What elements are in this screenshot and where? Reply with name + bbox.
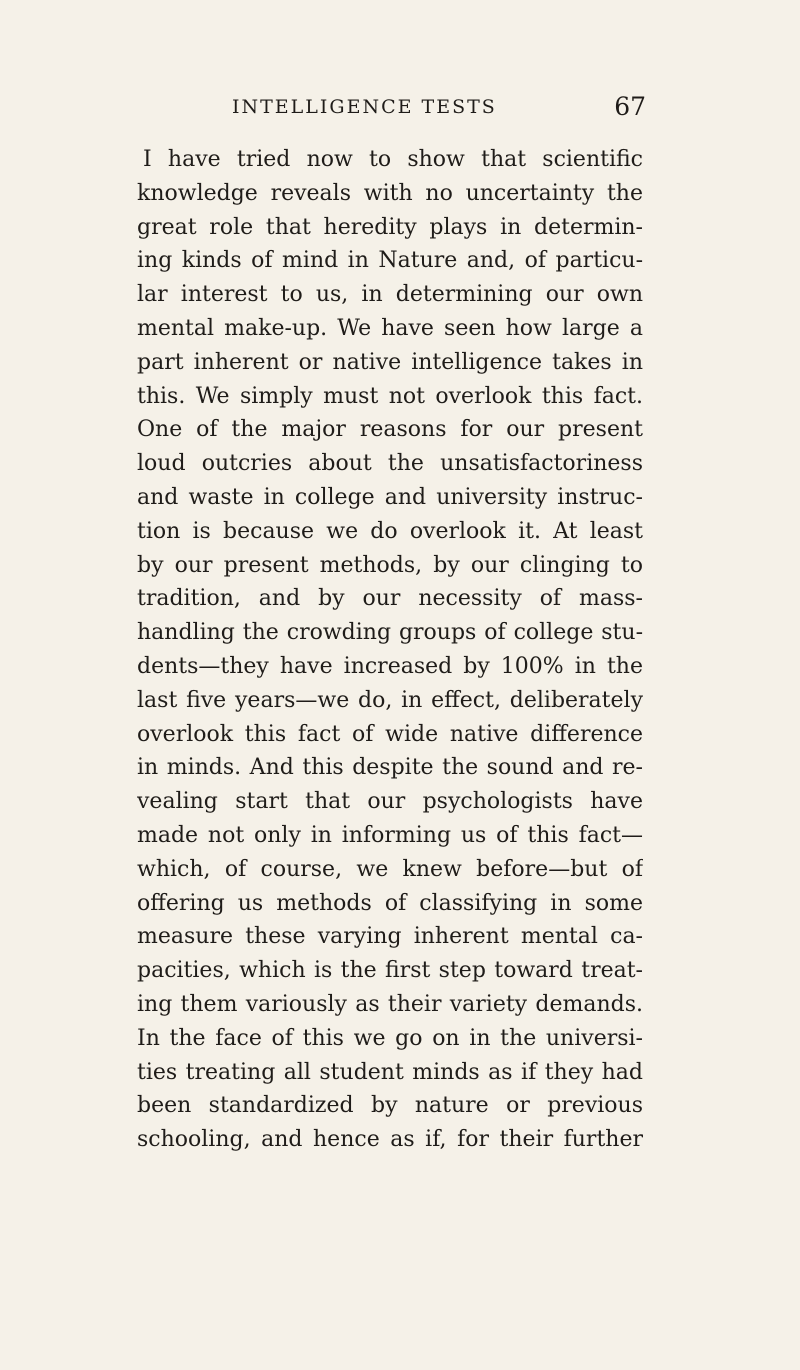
text-line: loud outcries about the unsatisfactoriness <box>137 451 643 477</box>
text-line: and waste in college and university instruc- <box>137 484 643 510</box>
text-line: tradition, and by our necessity of mass- <box>137 586 643 612</box>
text-line: lar interest to us, in determining our own <box>137 282 643 308</box>
text-line: last five years—we do, in effect, deliberately <box>137 687 643 713</box>
text-line: ties treating all student minds as if they had <box>137 1059 643 1085</box>
text-line: schooling, and hence as if, for their further <box>137 1127 643 1153</box>
text-line: ing kinds of mind in Nature and, of particu- <box>137 248 643 274</box>
text-line: vealing start that our psychologists have <box>137 789 643 815</box>
text-line: pacities, which is the first step toward treat- <box>137 958 643 984</box>
text-line: by our present methods, by our clinging to <box>137 552 643 578</box>
text-line: made not only in informing us of this fact— <box>137 822 643 848</box>
text-line: mental make-up. We have seen how large a <box>137 315 643 341</box>
running-head <box>232 92 646 132</box>
body-text <box>137 143 643 1157</box>
page-number: 67 <box>614 92 646 121</box>
text-line: which, of course, we knew before—but of <box>137 856 643 882</box>
running-title: INTELLIGENCE TESTS <box>232 96 497 118</box>
text-line: knowledge reveals with no uncertainty the <box>137 180 643 206</box>
text-line: One of the major reasons for our present <box>137 417 643 443</box>
text-line: in minds. And this despite the sound and re- <box>137 755 643 781</box>
text-line: measure these varying inherent mental ca- <box>137 924 643 950</box>
text-line: In the face of this we go on in the universi- <box>137 1025 643 1051</box>
text-line: great role that heredity plays in determin- <box>137 214 643 240</box>
text-line: ing them variously as their variety demands. <box>137 991 643 1017</box>
text-line: handling the crowding groups of college stu- <box>137 620 643 646</box>
text-line: dents—they have increased by 100% in the <box>137 653 643 679</box>
text-line: been standardized by nature or previous <box>137 1093 643 1119</box>
text-line: offering us methods of classifying in some <box>137 890 643 916</box>
text-line: overlook this fact of wide native difference <box>137 721 643 747</box>
text-line: tion is because we do overlook it. At least <box>137 518 643 544</box>
text-line: part inherent or native intelligence takes in <box>137 349 643 375</box>
text-line: this. We simply must not overlook this fact. <box>137 383 643 409</box>
text-line: I have tried now to show that scientific <box>143 147 643 172</box>
